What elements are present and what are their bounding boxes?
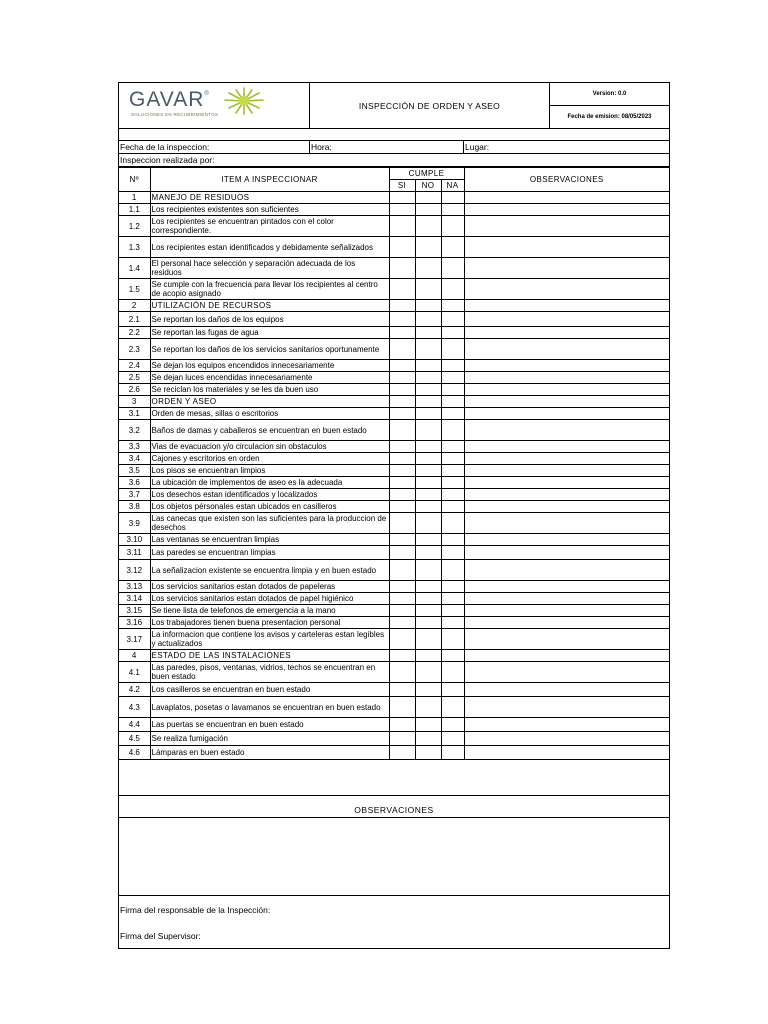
observation-cell[interactable]	[464, 465, 669, 477]
check-si-cell[interactable]	[389, 746, 415, 760]
check-no-cell[interactable]	[415, 617, 441, 629]
col-header-observaciones: OBSERVACIONES	[464, 168, 669, 192]
check-si-cell[interactable]	[389, 732, 415, 746]
observation-cell[interactable]	[464, 732, 669, 746]
check-no-cell[interactable]	[415, 534, 441, 546]
table-row	[119, 732, 669, 746]
table-row	[119, 546, 669, 560]
check-no-cell[interactable]	[415, 581, 441, 593]
item-number: 3.8	[119, 501, 150, 513]
item-description: Se dejan los equipos encendidos innecesariamente	[150, 360, 389, 372]
item-description: Lavaplatos, posetas o lavamanos se encuentran en buen estado	[150, 697, 389, 718]
item-description: Las ventanas se encuentran limpias	[150, 534, 389, 546]
item-description: Cajones y escritorios en orden	[150, 453, 389, 465]
check-no-cell	[415, 650, 441, 662]
table-row	[119, 327, 669, 339]
form-meta	[550, 83, 669, 128]
item-number: 3.1	[119, 408, 150, 420]
check-si-cell[interactable]	[389, 216, 415, 237]
item-description: Se dejan luces encendidas innecesariamente	[150, 372, 389, 384]
item-description: Las canecas que existen son las suficientes para la produccion de desechos	[150, 513, 389, 534]
table-row	[119, 534, 669, 546]
item-number: 3.17	[119, 629, 150, 650]
check-no-cell[interactable]	[415, 629, 441, 650]
item-number: 3	[119, 396, 150, 408]
observation-cell[interactable]	[464, 216, 669, 237]
check-na-cell[interactable]	[441, 593, 464, 605]
table-row	[119, 662, 669, 683]
table-row	[119, 204, 669, 216]
item-number: 4.6	[119, 746, 150, 760]
check-na-cell	[441, 396, 464, 408]
col-header-no: NO	[415, 180, 441, 192]
check-si-cell[interactable]	[389, 560, 415, 581]
item-description: El personal hace selección y separación adecuada de los residuos	[150, 258, 389, 279]
check-si-cell[interactable]	[389, 384, 415, 396]
observation-cell[interactable]	[464, 258, 669, 279]
table-row	[119, 360, 669, 372]
version-label: Version: 0.0	[550, 83, 669, 106]
observations-box-line	[119, 817, 669, 818]
item-description: Las paredes, pisos, ventanas, vidrios, techos se encuentran en buen estado	[150, 662, 389, 683]
check-no-cell[interactable]	[415, 560, 441, 581]
inspection-rows	[119, 192, 669, 760]
observation-cell	[464, 300, 669, 312]
table-row	[119, 441, 669, 453]
item-number: 3.6	[119, 477, 150, 489]
observation-cell[interactable]	[464, 339, 669, 360]
item-description: Los servicios sanitarios estan dotados de papeleras	[150, 581, 389, 593]
item-number: 3.14	[119, 593, 150, 605]
check-no-cell[interactable]	[415, 408, 441, 420]
check-na-cell	[441, 300, 464, 312]
check-na-cell[interactable]	[441, 453, 464, 465]
observation-cell[interactable]	[464, 697, 669, 718]
table-row	[119, 453, 669, 465]
check-no-cell[interactable]	[415, 683, 441, 697]
item-number: 3.15	[119, 605, 150, 617]
item-number: 4.4	[119, 718, 150, 732]
item-number: 2	[119, 300, 150, 312]
item-number: 1.3	[119, 237, 150, 258]
check-si-cell[interactable]	[389, 327, 415, 339]
item-description: Los casilleros se encuentran en buen estado	[150, 683, 389, 697]
item-description: Vias de evacuacion y/o circulacion sin obstaculos	[150, 441, 389, 453]
item-number: 2.1	[119, 312, 150, 327]
item-description: Se realiza fumigación	[150, 732, 389, 746]
item-number: 1	[119, 192, 150, 204]
table-row	[119, 408, 669, 420]
observation-cell[interactable]	[464, 279, 669, 300]
item-number: 3.9	[119, 513, 150, 534]
check-si-cell[interactable]	[389, 513, 415, 534]
observation-cell[interactable]	[464, 662, 669, 683]
check-si-cell[interactable]	[389, 662, 415, 683]
check-na-cell[interactable]	[441, 237, 464, 258]
signature-responsable-label: Firma del responsable de la Inspección:	[120, 905, 271, 915]
check-si-cell[interactable]	[389, 593, 415, 605]
observation-cell[interactable]	[464, 453, 669, 465]
col-header-na: NA	[441, 180, 464, 192]
item-description: Los recipientes estan identificados y debidamente señalizados	[150, 237, 389, 258]
check-si-cell[interactable]	[389, 546, 415, 560]
logo-cell	[119, 83, 310, 128]
section-row	[119, 650, 669, 662]
check-no-cell[interactable]	[415, 732, 441, 746]
check-na-cell[interactable]	[441, 204, 464, 216]
check-si-cell[interactable]	[389, 534, 415, 546]
check-no-cell[interactable]	[415, 327, 441, 339]
item-description: Los pisos se encuentran limpios	[150, 465, 389, 477]
check-si-cell[interactable]	[389, 204, 415, 216]
observation-cell[interactable]	[464, 384, 669, 396]
check-si-cell[interactable]	[389, 489, 415, 501]
time-label: Hora:	[311, 142, 332, 152]
item-description: Orden de mesas, sillas o escritorios	[150, 408, 389, 420]
table-row	[119, 420, 669, 441]
observation-cell[interactable]	[464, 489, 669, 501]
check-na-cell[interactable]	[441, 697, 464, 718]
item-description: Se cumple con la frecuencia para llevar los recipientes al centro de acopio asignado	[150, 279, 389, 300]
item-number: 1.1	[119, 204, 150, 216]
check-no-cell[interactable]	[415, 513, 441, 534]
item-description: Los trabajadores tienen buena presentacion personal	[150, 617, 389, 629]
observation-cell[interactable]	[464, 420, 669, 441]
check-na-cell[interactable]	[441, 560, 464, 581]
table-row	[119, 489, 669, 501]
item-number: 4.5	[119, 732, 150, 746]
observation-cell[interactable]	[464, 534, 669, 546]
item-number: 3.16	[119, 617, 150, 629]
observation-cell	[464, 396, 669, 408]
check-no-cell	[415, 192, 441, 204]
table-row	[119, 501, 669, 513]
check-si-cell[interactable]	[389, 629, 415, 650]
section-row	[119, 396, 669, 408]
check-si-cell[interactable]	[389, 581, 415, 593]
table-row	[119, 312, 669, 327]
check-no-cell	[415, 300, 441, 312]
check-no-cell[interactable]	[415, 360, 441, 372]
item-description: La señalizacion existente se encuentra limpia y en buen estado	[150, 560, 389, 581]
section-title: UTILIZACIÓN DE RECURSOS	[150, 300, 389, 312]
observation-cell[interactable]	[464, 683, 669, 697]
check-si-cell	[389, 396, 415, 408]
check-na-cell[interactable]	[441, 581, 464, 593]
table-row	[119, 258, 669, 279]
check-no-cell[interactable]	[415, 339, 441, 360]
check-na-cell[interactable]	[441, 546, 464, 560]
section-row	[119, 192, 669, 204]
check-si-cell[interactable]	[389, 258, 415, 279]
check-na-cell[interactable]	[441, 501, 464, 513]
item-description: Los desechos estan identificados y localizados	[150, 489, 389, 501]
check-no-cell[interactable]	[415, 216, 441, 237]
check-no-cell[interactable]	[415, 465, 441, 477]
check-si-cell[interactable]	[389, 617, 415, 629]
inspection-table	[119, 167, 669, 760]
check-no-cell[interactable]	[415, 441, 441, 453]
item-number: 4.1	[119, 662, 150, 683]
item-number: 3.2	[119, 420, 150, 441]
item-description: Las paredes se encuentran limpias	[150, 546, 389, 560]
check-no-cell[interactable]	[415, 546, 441, 560]
table-row	[119, 339, 669, 360]
check-na-cell[interactable]	[441, 339, 464, 360]
item-number: 4.2	[119, 683, 150, 697]
inspection-form	[118, 82, 670, 949]
observation-cell	[464, 192, 669, 204]
check-na-cell[interactable]	[441, 216, 464, 237]
table-row	[119, 746, 669, 760]
item-description: Baños de damas y caballeros se encuentran en buen estado	[150, 420, 389, 441]
registered-mark: ®	[204, 91, 210, 97]
check-no-cell[interactable]	[415, 593, 441, 605]
check-na-cell[interactable]	[441, 534, 464, 546]
check-na-cell[interactable]	[441, 360, 464, 372]
check-na-cell[interactable]	[441, 465, 464, 477]
check-na-cell[interactable]	[441, 408, 464, 420]
item-description: Se reportan las fugas de agua	[150, 327, 389, 339]
check-na-cell[interactable]	[441, 420, 464, 441]
check-no-cell[interactable]	[415, 718, 441, 732]
check-na-cell[interactable]	[441, 372, 464, 384]
observation-cell[interactable]	[464, 718, 669, 732]
check-no-cell[interactable]	[415, 746, 441, 760]
check-no-cell[interactable]	[415, 697, 441, 718]
check-na-cell	[441, 650, 464, 662]
item-number: 2.6	[119, 384, 150, 396]
item-number: 3.12	[119, 560, 150, 581]
check-na-cell[interactable]	[441, 662, 464, 683]
check-si-cell[interactable]	[389, 477, 415, 489]
place-label: Lugar:	[465, 142, 490, 152]
check-no-cell[interactable]	[415, 453, 441, 465]
item-number: 3.5	[119, 465, 150, 477]
section-title: MANEJO DE RESIDUOS	[150, 192, 389, 204]
observation-cell[interactable]	[464, 605, 669, 617]
form-header	[119, 83, 669, 129]
item-number: 2.4	[119, 360, 150, 372]
check-na-cell[interactable]	[441, 312, 464, 327]
item-description: Lámparas en buen estado	[150, 746, 389, 760]
check-no-cell[interactable]	[415, 477, 441, 489]
item-description: Los recipientes se encuentran pintados con el color correspondiente.	[150, 216, 389, 237]
item-number: 4	[119, 650, 150, 662]
inspector-label: Inspeccion realizada por:	[120, 155, 215, 165]
item-description: Los objetos pérsonales estan ubicados en casilleros	[150, 501, 389, 513]
check-na-cell[interactable]	[441, 489, 464, 501]
check-no-cell[interactable]	[415, 605, 441, 617]
observation-cell[interactable]	[464, 204, 669, 216]
table-row	[119, 513, 669, 534]
item-description: Los servicios sanitarios estan dotados de papel higiénico	[150, 593, 389, 605]
section-title: ESTADO DE LAS INSTALACIONES	[150, 650, 389, 662]
sun-logo-icon	[221, 87, 267, 115]
item-description: Se reportan los daños de los servicios sanitarios oportunamente	[150, 339, 389, 360]
observation-cell[interactable]	[464, 477, 669, 489]
check-si-cell[interactable]	[389, 312, 415, 327]
observation-cell[interactable]	[464, 617, 669, 629]
item-number: 4.3	[119, 697, 150, 718]
item-description: La ubicación de implementos de aseo es la adecuada	[150, 477, 389, 489]
observation-cell[interactable]	[464, 501, 669, 513]
check-na-cell[interactable]	[441, 732, 464, 746]
date-label: Fecha de la inspeccion:	[120, 142, 210, 152]
table-row	[119, 629, 669, 650]
check-si-cell[interactable]	[389, 697, 415, 718]
check-si-cell[interactable]	[389, 279, 415, 300]
check-no-cell[interactable]	[415, 204, 441, 216]
col-header-item: ITEM A INSPECCIONAR	[150, 168, 389, 192]
item-description: Se reportan los daños de los equipos	[150, 312, 389, 327]
section-row	[119, 300, 669, 312]
item-description: Se reciclan los materiales y se les da buen uso	[150, 384, 389, 396]
observation-cell[interactable]	[464, 237, 669, 258]
observations-title: OBSERVACIONES	[354, 805, 434, 815]
check-si-cell[interactable]	[389, 420, 415, 441]
item-number: 3.7	[119, 489, 150, 501]
check-si-cell[interactable]	[389, 718, 415, 732]
check-no-cell[interactable]	[415, 501, 441, 513]
issue-date-label: Fecha de emision: 08/05/2023	[567, 114, 652, 120]
check-no-cell[interactable]	[415, 384, 441, 396]
table-row	[119, 465, 669, 477]
observation-cell	[464, 650, 669, 662]
table-row	[119, 593, 669, 605]
info-row-date	[119, 141, 669, 154]
check-si-cell	[389, 192, 415, 204]
table-row	[119, 718, 669, 732]
table-row	[119, 384, 669, 396]
item-number: 3.4	[119, 453, 150, 465]
item-number: 2.3	[119, 339, 150, 360]
info-row-inspector	[119, 154, 669, 167]
observation-cell[interactable]	[464, 560, 669, 581]
check-na-cell[interactable]	[441, 513, 464, 534]
item-number: 3.10	[119, 534, 150, 546]
observation-cell[interactable]	[464, 513, 669, 534]
check-na-cell[interactable]	[441, 746, 464, 760]
check-na-cell[interactable]	[441, 258, 464, 279]
check-na-cell[interactable]	[441, 617, 464, 629]
table-row	[119, 216, 669, 237]
check-si-cell[interactable]	[389, 441, 415, 453]
observations-top-line	[119, 795, 669, 796]
table-row	[119, 237, 669, 258]
check-si-cell[interactable]	[389, 408, 415, 420]
check-na-cell[interactable]	[441, 441, 464, 453]
check-no-cell[interactable]	[415, 489, 441, 501]
section-title: ORDEN Y ASEO	[150, 396, 389, 408]
check-si-cell[interactable]	[389, 237, 415, 258]
observation-cell[interactable]	[464, 372, 669, 384]
observation-cell[interactable]	[464, 327, 669, 339]
table-row	[119, 477, 669, 489]
check-no-cell[interactable]	[415, 258, 441, 279]
item-description: Las puertas se encuentran en buen estado	[150, 718, 389, 732]
check-no-cell	[415, 396, 441, 408]
item-number: 3.13	[119, 581, 150, 593]
table-row	[119, 279, 669, 300]
check-na-cell[interactable]	[441, 683, 464, 697]
observation-cell[interactable]	[464, 312, 669, 327]
check-na-cell[interactable]	[441, 718, 464, 732]
check-si-cell[interactable]	[389, 372, 415, 384]
item-number: 3.11	[119, 546, 150, 560]
check-no-cell[interactable]	[415, 237, 441, 258]
table-row	[119, 581, 669, 593]
table-row	[119, 560, 669, 581]
table-row	[119, 605, 669, 617]
table-row	[119, 697, 669, 718]
spacer-row	[119, 129, 669, 141]
check-no-cell[interactable]	[415, 662, 441, 683]
company-logo-name: GAVAR®	[129, 88, 210, 111]
observation-cell[interactable]	[464, 629, 669, 650]
check-na-cell[interactable]	[441, 629, 464, 650]
item-number: 2.2	[119, 327, 150, 339]
check-si-cell[interactable]	[389, 683, 415, 697]
item-number: 1.2	[119, 216, 150, 237]
check-na-cell[interactable]	[441, 384, 464, 396]
check-si-cell[interactable]	[389, 453, 415, 465]
check-na-cell[interactable]	[441, 605, 464, 617]
item-number: 1.4	[119, 258, 150, 279]
check-si-cell[interactable]	[389, 465, 415, 477]
check-si-cell[interactable]	[389, 501, 415, 513]
col-header-si: SI	[389, 180, 415, 192]
item-number: 1.5	[119, 279, 150, 300]
check-na-cell[interactable]	[441, 477, 464, 489]
table-row	[119, 683, 669, 697]
check-na-cell[interactable]	[441, 279, 464, 300]
company-tagline: SOLUCIONES EN RECUBRIMIENTOS	[131, 112, 219, 117]
check-no-cell[interactable]	[415, 372, 441, 384]
form-title: INSPECCIÓN DE ORDEN Y ASEO	[310, 83, 550, 128]
signature-supervisor-label: Firma del Supervisor:	[120, 931, 201, 941]
check-no-cell[interactable]	[415, 420, 441, 441]
check-si-cell	[389, 300, 415, 312]
table-row	[119, 372, 669, 384]
observation-cell[interactable]	[464, 408, 669, 420]
item-description: La informacion que contiene los avisos y carteleras estan legibles y actualizados	[150, 629, 389, 650]
item-description: Los recipientes existentes son suficientes	[150, 204, 389, 216]
check-si-cell[interactable]	[389, 360, 415, 372]
check-si-cell	[389, 650, 415, 662]
item-description: Se tiene lista de telefonos de emergencia a la mano	[150, 605, 389, 617]
check-no-cell[interactable]	[415, 279, 441, 300]
observation-cell[interactable]	[464, 441, 669, 453]
col-header-cumple: CUMPLE	[389, 168, 464, 180]
col-header-num: Nº	[119, 168, 150, 192]
observation-cell[interactable]	[464, 581, 669, 593]
check-si-cell[interactable]	[389, 605, 415, 617]
observation-cell[interactable]	[464, 593, 669, 605]
observation-cell[interactable]	[464, 746, 669, 760]
observation-cell[interactable]	[464, 546, 669, 560]
check-no-cell[interactable]	[415, 312, 441, 327]
signatures-line	[119, 895, 669, 896]
observation-cell[interactable]	[464, 360, 669, 372]
item-number: 3.3	[119, 441, 150, 453]
check-na-cell[interactable]	[441, 327, 464, 339]
check-na-cell	[441, 192, 464, 204]
item-number: 2.5	[119, 372, 150, 384]
check-si-cell[interactable]	[389, 339, 415, 360]
table-row	[119, 617, 669, 629]
